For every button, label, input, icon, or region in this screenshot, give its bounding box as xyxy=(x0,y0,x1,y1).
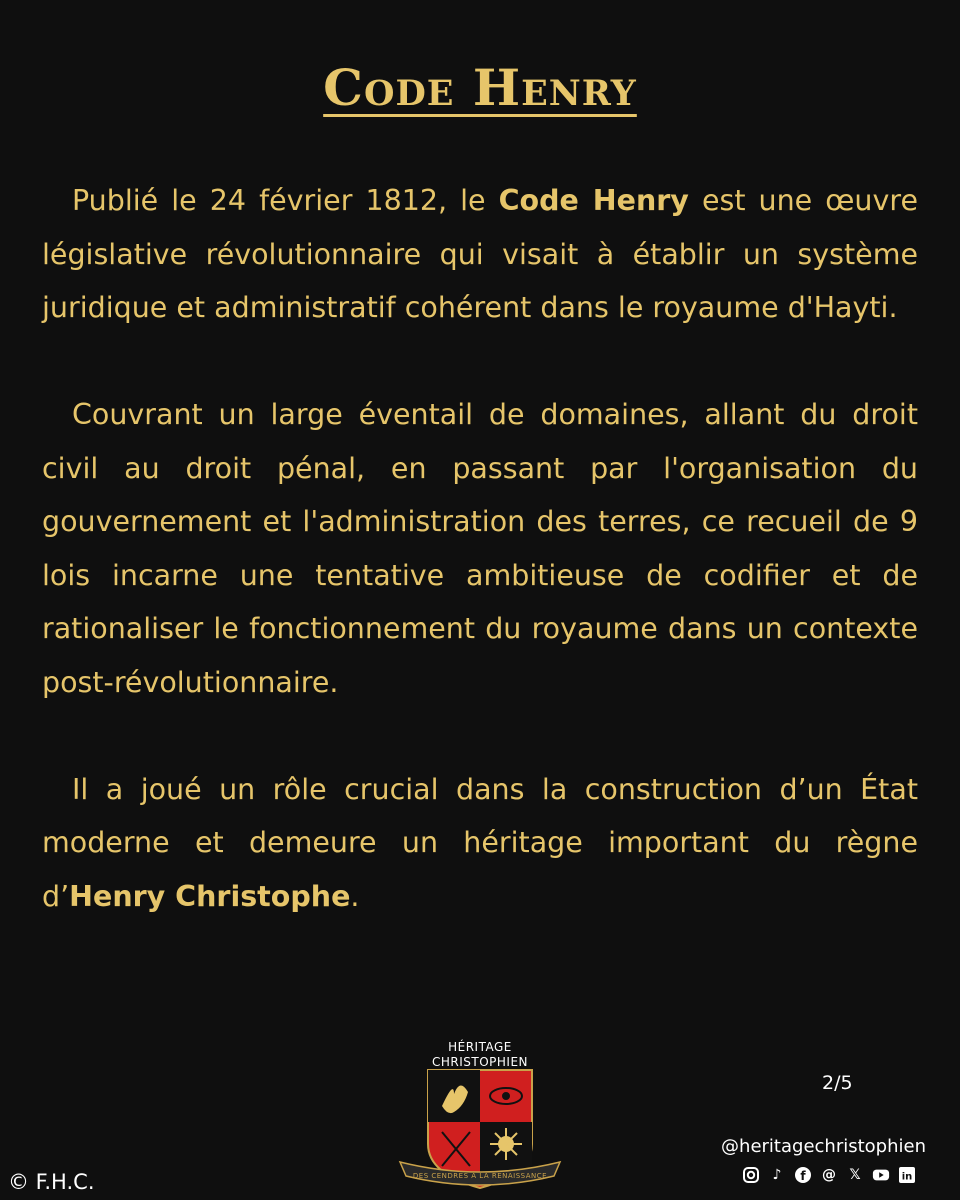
logo-motto: DES CENDRES À LA RENAISSANCE xyxy=(412,1172,548,1180)
paragraph-2: Couvrant un large éventail de domaines, allant du droit civil au droit pénal, en passant par l'organisation du gouvernement et l'administration des terres, ce recueil de 9 lois incarne une tentative ambitieuse de codifier et de rationaliser le fonctionnement du royaume dans un contexte post-révolutionnaire. xyxy=(42,398,918,699)
paragraph-1 xyxy=(42,174,918,335)
page-title xyxy=(0,58,960,117)
youtube-icon[interactable] xyxy=(872,1166,890,1184)
paragraph-3-bold: Henry Christophe xyxy=(69,879,351,913)
paragraph-3-text-c: . xyxy=(350,879,360,913)
article-body xyxy=(42,174,918,977)
paragraph-3 xyxy=(42,763,918,924)
facebook-icon[interactable] xyxy=(794,1166,812,1184)
paragraph-1-bold: Code Henry xyxy=(498,184,689,217)
logo-line-2: CHRISTOPHIEN xyxy=(431,1055,529,1069)
paragraph-1-text-c: est une œuvre législative révolutionnaire qui visait à établir un système juridique et administratif cohérent dans le royaume d'Hayti. xyxy=(42,184,918,324)
tiktok-icon[interactable]: ♪ xyxy=(772,1167,782,1183)
threads-icon[interactable]: @ xyxy=(822,1167,836,1183)
x-icon[interactable]: 𝕏 xyxy=(849,1167,861,1183)
page-indicator: 2/5 xyxy=(822,1072,853,1094)
copyright-text: © F.H.C. xyxy=(8,1170,95,1194)
logo-line-1: HÉRITAGE xyxy=(448,1040,512,1054)
paragraph-1-text-a: Publié le 24 février 1812, le xyxy=(72,184,499,217)
page-title-text: Code Henry xyxy=(323,58,637,117)
heritage-christophien-logo xyxy=(398,1036,562,1196)
social-handle[interactable]: @heritagechristophien xyxy=(721,1136,926,1157)
social-icons xyxy=(742,1166,916,1184)
svg-text:f: f xyxy=(800,1169,806,1183)
svg-text:in: in xyxy=(901,1171,913,1183)
paragraph-3-text-a: Il a joué un rôle crucial dans la construction d’un État moderne et demeure un héritage important du règne d’ xyxy=(42,772,918,913)
linkedin-icon[interactable] xyxy=(898,1166,916,1184)
instagram-icon[interactable] xyxy=(742,1166,760,1184)
